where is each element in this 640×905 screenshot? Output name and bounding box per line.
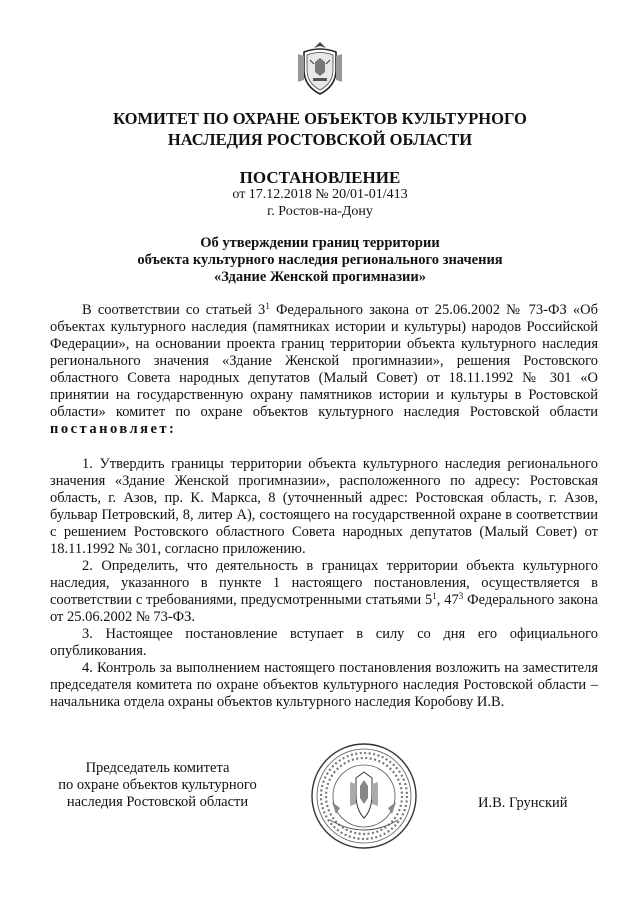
org-title-line1: КОМИТЕТ ПО ОХРАНЕ ОБЪЕКТОВ КУЛЬТУРНОГО — [113, 109, 527, 128]
official-seal-icon — [310, 742, 418, 850]
decree-meta — [170, 186, 470, 220]
organization-title — [90, 108, 550, 150]
coat-of-arms-icon — [296, 40, 344, 96]
subject-line1: Об утверждении границ территории — [200, 235, 440, 251]
subject-line3: «Здание Женской прогимназии» — [214, 269, 426, 285]
decree-title: ПОСТАНОВЛЕНИЕ — [239, 168, 401, 187]
decree-body — [50, 302, 598, 711]
org-title-line2: НАСЛЕДИЯ РОСТОВСКОЙ ОБЛАСТИ — [167, 130, 473, 149]
signatory-position: Председатель комитета по охране объектов культурного наследия Ростовской области — [58, 760, 257, 810]
decree-subject — [110, 235, 530, 286]
preamble-paragraph: В соответствии со статьей $3^1$ Федерального закона от 25.06.2002 № 73-ФЗ «Об объектах культурного наследия (памятниках истории и культуры) народов Российской Федерации», на основании проекта границ территории объекта культурного наследия регионального значения «Здание Женской прогимназии», решения Ростовского областного Совета народных депутатов (Малый Совет) от 18.11.1992 № 301 «О принятии на государственную охрану памятников истории и культуры в Ростовской области» комитет по охране объектов культурного наследия Ростовской области постановляет: — [50, 301, 598, 437]
signatory-name: И.В. Грунский — [478, 795, 568, 811]
item-3: 3. Настоящее постановление вступает в силу со дня его официального опубликования. — [50, 626, 598, 659]
decides-word: постановляет: — [50, 421, 177, 437]
item-1: 1. Утвердить границы территории объекта культурного наследия регионального значения «Здание Женской прогимназии», расположенного по адресу: Ростовская область, г. Азов, пр. К. Маркса, 8 (уточненный адрес: Ростовская область, г. Азов, бульвар Петровский, 8, литер А), состоящего на государственной охране в соответствии с решением Ростовского областного Совета народных депутатов (Малый Совет) от 18.11.1992 № 301, согласно приложению. — [50, 456, 598, 557]
decree-date-number: от 17.12.2018 № 20/01-01/413 — [232, 187, 408, 202]
decree-city: г. Ростов-на-Дону — [267, 204, 373, 219]
subject-line2: объекта культурного наследия регионального значения — [137, 252, 503, 268]
item-4: 4. Контроль за выполнением настоящего постановления возложить на заместителя председателя комитета по охране объектов культурного наследия Ростовской области – начальника отдела охраны объектов культурного наследия Коробову И.В. — [50, 660, 598, 710]
item-2: 2. Определить, что деятельность в границах территории объекта культурного наследия, указанного в пункте 1 настоящего постановления, осуществляется в соответствии с требованиями, предусмотренными статьями $5^1$, $47^3$ Федерального закона от 25.06.2002 № 73-ФЗ. — [50, 558, 598, 625]
